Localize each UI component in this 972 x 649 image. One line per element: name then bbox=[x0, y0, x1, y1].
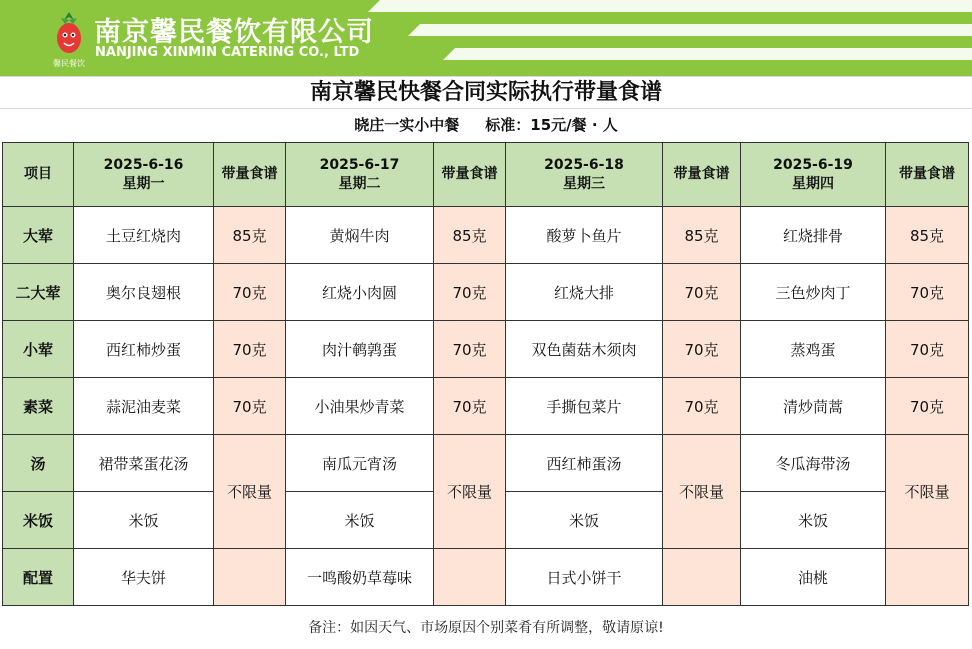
dish-cell: 米饭 bbox=[506, 492, 663, 549]
footnote: 备注：如因天气、市场原因个别菜肴有所调整，敬请原谅! bbox=[308, 620, 664, 636]
banner-stripe bbox=[443, 48, 972, 60]
dish-cell: 米饭 bbox=[286, 492, 434, 549]
day-header bbox=[286, 143, 434, 207]
qty-cell bbox=[663, 549, 741, 606]
qty-cell bbox=[434, 549, 506, 606]
dish-cell: 红烧大排 bbox=[506, 264, 663, 321]
row-label: 米饭 bbox=[3, 492, 74, 549]
row-label: 小荤 bbox=[3, 321, 74, 378]
day-weekday: 星期三 bbox=[563, 175, 605, 192]
qty-cell: 70克 bbox=[886, 378, 969, 435]
dish-cell: 油桃 bbox=[741, 549, 886, 606]
dish-cell: 西红柿蛋汤 bbox=[506, 435, 663, 492]
qty-cell: 85克 bbox=[434, 207, 506, 264]
qty-cell bbox=[886, 549, 969, 606]
qty-cell: 70克 bbox=[434, 378, 506, 435]
qty-cell: 70克 bbox=[214, 321, 286, 378]
day-date: 2025-6-16 bbox=[103, 156, 184, 173]
dish-cell: 手撕包菜片 bbox=[506, 378, 663, 435]
table-row bbox=[3, 435, 969, 492]
corner-cell: 项目 bbox=[3, 143, 74, 207]
qty-cell: 85克 bbox=[214, 207, 286, 264]
qty-cell: 70克 bbox=[663, 321, 741, 378]
dish-cell: 南瓜元宵汤 bbox=[286, 435, 434, 492]
row-label: 汤 bbox=[3, 435, 74, 492]
qty-cell: 70克 bbox=[434, 264, 506, 321]
unlimited-cell: 不限量 bbox=[663, 435, 741, 549]
divider bbox=[0, 76, 972, 77]
unlimited-cell: 不限量 bbox=[434, 435, 506, 549]
qty-cell: 70克 bbox=[886, 264, 969, 321]
dish-cell: 冬瓜海带汤 bbox=[741, 435, 886, 492]
page-title: 南京馨民快餐合同实际执行带量食谱 bbox=[309, 80, 662, 105]
dish-cell: 红烧小肉圆 bbox=[286, 264, 434, 321]
qty-cell: 70克 bbox=[663, 264, 741, 321]
day-weekday: 星期四 bbox=[792, 175, 834, 192]
qty-cell: 70克 bbox=[214, 378, 286, 435]
divider bbox=[0, 108, 972, 109]
dish-cell: 一鸣酸奶草莓味 bbox=[286, 549, 434, 606]
dish-cell: 双色菌菇木须肉 bbox=[506, 321, 663, 378]
header-banner bbox=[0, 0, 972, 76]
dish-cell: 肉汁鹌鹑蛋 bbox=[286, 321, 434, 378]
qty-header: 带量食谱 bbox=[663, 143, 741, 207]
day-date: 2025-6-19 bbox=[773, 156, 853, 173]
qty-cell: 70克 bbox=[434, 321, 506, 378]
dish-cell: 黄焖牛肉 bbox=[286, 207, 434, 264]
day-date: 2025-6-18 bbox=[544, 156, 624, 173]
row-label: 二大荤 bbox=[3, 264, 74, 321]
dish-cell: 米饭 bbox=[74, 492, 214, 549]
dish-cell: 奥尔良翅根 bbox=[74, 264, 214, 321]
qty-cell: 70克 bbox=[663, 378, 741, 435]
table-row bbox=[3, 207, 969, 264]
banner-stripe bbox=[408, 24, 972, 36]
table-row bbox=[3, 264, 969, 321]
day-date: 2025-6-17 bbox=[319, 156, 400, 173]
unlimited-cell: 不限量 bbox=[214, 435, 286, 549]
dish-cell: 蒸鸡蛋 bbox=[741, 321, 886, 378]
dish-cell: 蒜泥油麦菜 bbox=[74, 378, 214, 435]
qty-cell: 70克 bbox=[214, 264, 286, 321]
day-header bbox=[74, 143, 214, 207]
dish-cell: 清炒茼蒿 bbox=[741, 378, 886, 435]
qty-cell bbox=[214, 549, 286, 606]
qty-header: 带量食谱 bbox=[214, 143, 286, 207]
row-label: 素菜 bbox=[3, 378, 74, 435]
dish-cell: 华夫饼 bbox=[74, 549, 214, 606]
dish-cell: 三色炒肉丁 bbox=[741, 264, 886, 321]
qty-cell: 85克 bbox=[663, 207, 741, 264]
dish-cell: 日式小饼干 bbox=[506, 549, 663, 606]
table-row bbox=[3, 549, 969, 606]
row-label: 配置 bbox=[3, 549, 74, 606]
day-weekday: 星期二 bbox=[338, 175, 381, 192]
logo-caption: 馨民餐饮 bbox=[53, 59, 85, 68]
header-row bbox=[3, 143, 969, 207]
day-header bbox=[506, 143, 663, 207]
qty-cell: 85克 bbox=[886, 207, 969, 264]
banner-stripe bbox=[368, 0, 972, 12]
menu-table bbox=[2, 142, 969, 606]
dish-cell: 裙带菜蛋花汤 bbox=[74, 435, 214, 492]
table-row bbox=[3, 378, 969, 435]
unlimited-cell: 不限量 bbox=[886, 435, 969, 549]
day-header bbox=[741, 143, 886, 207]
dish-cell: 小油果炒青菜 bbox=[286, 378, 434, 435]
dish-cell: 酸萝卜鱼片 bbox=[506, 207, 663, 264]
row-label: 大荤 bbox=[3, 207, 74, 264]
qty-header: 带量食谱 bbox=[886, 143, 969, 207]
page-subtitle: 晓庄一实小中餐 标准：15元/餐 · 人 bbox=[354, 116, 618, 134]
dish-cell: 红烧排骨 bbox=[741, 207, 886, 264]
dish-cell: 米饭 bbox=[741, 492, 886, 549]
dish-cell: 西红柿炒蛋 bbox=[74, 321, 214, 378]
company-name-cn: 南京馨民餐饮有限公司 bbox=[94, 17, 374, 48]
day-weekday: 星期一 bbox=[122, 175, 165, 192]
qty-header: 带量食谱 bbox=[434, 143, 506, 207]
company-name-en: NANJING XINMIN CATERING CO., LTD bbox=[95, 45, 360, 60]
table-row bbox=[3, 321, 969, 378]
qty-cell: 70克 bbox=[886, 321, 969, 378]
dish-cell: 土豆红烧肉 bbox=[74, 207, 214, 264]
